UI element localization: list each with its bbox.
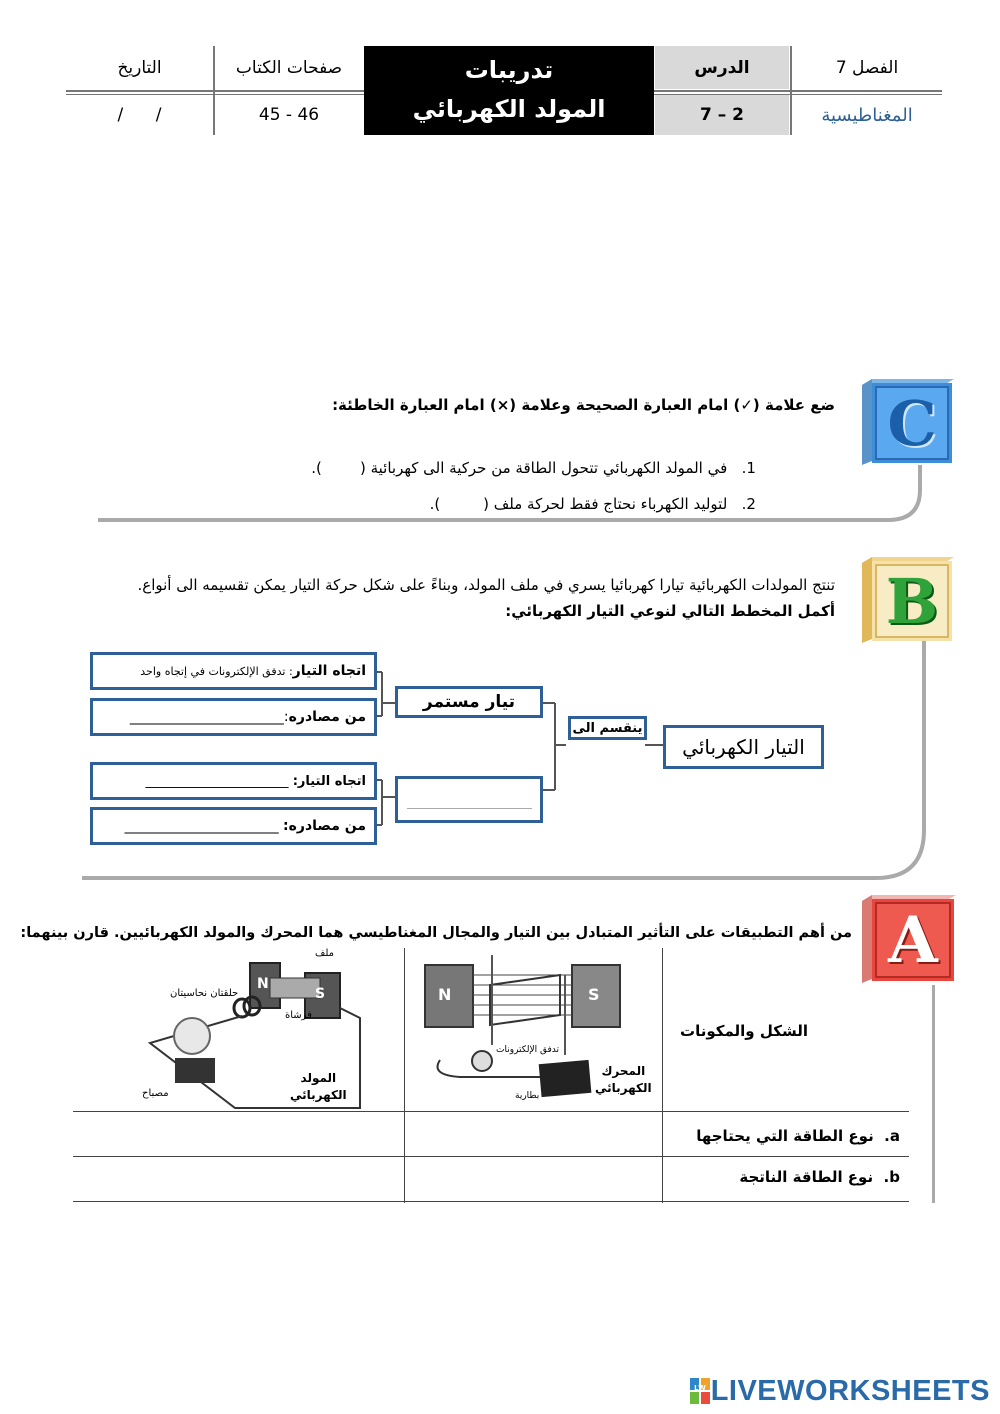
- letter-a: A: [888, 902, 938, 978]
- row-a-text: نوع الطاقة التي يحتاجها: [696, 1127, 874, 1145]
- dc-direction-label: اتجاه التيار: [292, 663, 366, 679]
- divides-into-box: ينقسم الى: [568, 716, 647, 740]
- dc-direction-box: [90, 652, 377, 690]
- letter-block-a: [858, 893, 958, 983]
- row-b-prefix: b.: [883, 1168, 900, 1186]
- dc-current-box: تيار مستمر: [395, 686, 543, 718]
- dc-sources-box[interactable]: [90, 698, 377, 736]
- generator-coil-label: ملف: [315, 948, 335, 959]
- motor-label: المحرك الكهربائي: [595, 1064, 652, 1095]
- pages-label: صفحات الكتاب: [235, 58, 343, 78]
- motor-energy-out-cell[interactable]: [406, 1158, 661, 1200]
- motor-electron-flow-label: تدفق الإلكترونات: [496, 1045, 559, 1055]
- date-label: التاريخ: [117, 58, 162, 78]
- dc-sources-label: من مصادره: [288, 709, 366, 725]
- section-c-instruction: ضع علامة (✓) امام العبارة الصحيحة وعلامة (×) امام العبارة الخاطئة:: [332, 396, 835, 414]
- item-1-number: 1.: [741, 459, 756, 477]
- chapter-label: الفصل 7: [835, 58, 899, 78]
- row-b-label: [739, 1168, 900, 1186]
- section-a-instruction: من أهم التطبيقات على التأثير المتبادل بين التيار والمجال المغناطيسي هما المحرك والمولد الكهربائيين. قارن بينهما:: [20, 925, 852, 941]
- generator-energy-out-cell[interactable]: [75, 1158, 403, 1200]
- generator-rings-label: حلقتان نحاسيتان: [170, 988, 239, 999]
- item-2-text: لتوليد الكهرباء نحتاج فقط لحركة ملف ( ).: [429, 495, 728, 513]
- lesson-value: 7 – 2: [700, 105, 744, 125]
- motor-battery-label: بطارية: [515, 1091, 540, 1101]
- liveworksheets-logo[interactable]: [690, 1374, 990, 1408]
- item-2-number: 2.: [741, 495, 756, 513]
- ac-direction-label: اتجاه التيار:: [292, 773, 366, 789]
- ac-sources-label: من مصادره:: [283, 818, 366, 834]
- generator-brush-label: فرشاة: [285, 1010, 312, 1021]
- motor-energy-in-cell[interactable]: [406, 1113, 661, 1155]
- generator-magnet-n: N: [257, 976, 269, 992]
- motor-magnet-s: S: [588, 985, 600, 1004]
- lw-logo-letters: LW: [694, 1384, 706, 1392]
- generator-label: المولد الكهربائي: [290, 1071, 347, 1102]
- motor-magnet-n: N: [438, 985, 452, 1004]
- motor-illustration: [420, 955, 660, 1105]
- letter-c: C: [887, 386, 937, 460]
- date-value[interactable]: / /: [117, 105, 162, 125]
- ac-current-box[interactable]: [395, 776, 543, 823]
- row-shape-label: الشكل والمكونات: [680, 1022, 808, 1040]
- row-b-text: نوع الطاقة الناتجة: [739, 1168, 874, 1186]
- generator-energy-in-cell[interactable]: [75, 1113, 403, 1155]
- generator-illustration: [130, 948, 390, 1110]
- row-a-label: [696, 1127, 900, 1145]
- section-b-intro: تنتج المولدات الكهربائية تيارا كهربائيا يسري في ملف المولد، وبناءً على شكل حركة التيار يمكن تقسيمه الى أنواع.: [137, 576, 835, 594]
- ac-direction-box[interactable]: [90, 762, 377, 800]
- generator-magnet-s: S: [315, 986, 326, 1002]
- chapter-value: المغناطيسية: [821, 104, 913, 126]
- row-a-prefix: a.: [884, 1127, 900, 1145]
- ac-sources-box[interactable]: [90, 807, 377, 845]
- title-line-1: تدريبات: [464, 56, 554, 84]
- lw-logo-icon: [690, 1378, 707, 1404]
- dc-direction-text: : تدفق الإلكترونات في إتجاه واحد: [140, 664, 293, 678]
- letter-b: B: [885, 564, 939, 638]
- brand-name: LIVEWORKSHEETS: [710, 1374, 990, 1407]
- title-line-2: المولد الكهربائي: [412, 95, 606, 123]
- dc-sources-blank[interactable]: :______________________: [129, 709, 289, 725]
- section-b-instruction: أكمل المخطط التالي لنوعي التيار الكهربائي:: [505, 602, 835, 620]
- root-current-box: التيار الكهربائي: [663, 725, 824, 769]
- ac-sources-blank[interactable]: ______________________: [124, 818, 279, 834]
- item-1-text: في المولد الكهربائي تتحول الطاقة من حركية الى كهربائية ( ).: [311, 459, 728, 477]
- generator-lamp-label: مصباح: [142, 1088, 169, 1099]
- pages-value: 45 - 46: [258, 105, 320, 125]
- ac-direction-blank[interactable]: ______________________: [145, 773, 289, 789]
- lesson-label: الدرس: [694, 58, 750, 78]
